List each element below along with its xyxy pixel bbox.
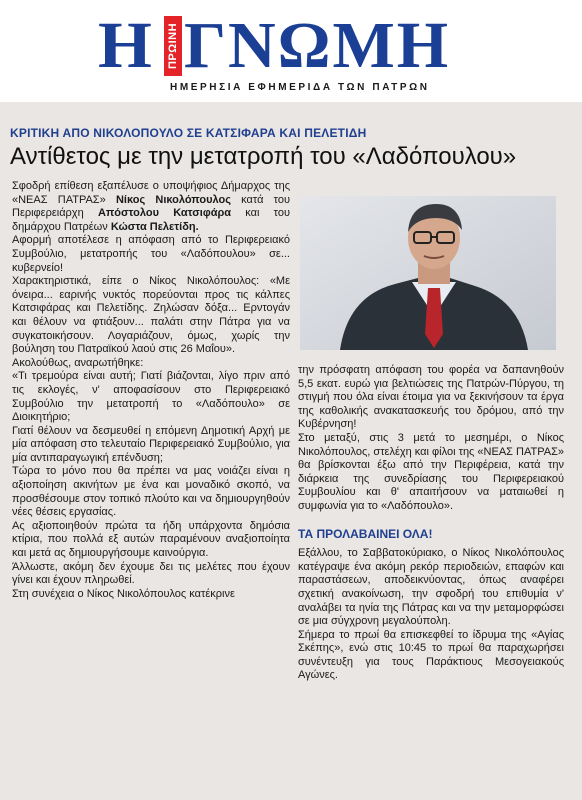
- paragraph: Στο μεταξύ, στις 3 μετά το μεσημέρι, ο Νίκος Νικολόπουλος, στελέχη και φίλοι της «ΝΕΑΣ ΠΑΤΡΑΣ» θα βρίσκονται έξω από την Περιφέρεια, κατά την διάρκεια της συνεδρίασης του Περιφερειακού Συμβουλίου και θ' απαιτήσουν να ματαιωθεί η συμφωνία για το «Λαδόπουλο».: [298, 431, 564, 512]
- logo-red-band: [164, 16, 182, 76]
- paragraph: «Τι τρεμούρα είναι αυτή; Γιατί βιάζονται, λίγο πριν από τις εκλογές, ν' αποφασίσουν στο Περιφερειακό Συμβούλιο την μετατροπή το «Λαδόπουλο» σε Διοικητήριο;: [12, 370, 290, 424]
- article-right-column: [298, 364, 564, 683]
- article-kicker: ΚΡΙΤΙΚΗ ΑΠΟ ΝΙΚΟΛΟΠΟΥΛΟ ΣΕ ΚΑΤΣΙΦΑΡΑ ΚΑΙ ΠΕΛΕΤΙΔΗ: [10, 126, 367, 140]
- politician-photo: [300, 196, 556, 350]
- bold-name: Απόστολου Κατσιφάρα: [97, 207, 232, 220]
- paragraph: Στη συνέχεια ο Νίκος Νικολόπουλος κατέκρινε: [12, 587, 235, 600]
- article-clipping: [0, 102, 582, 800]
- logo-wordmark: ΓΝΩΜΗ: [184, 9, 451, 82]
- paragraph: Ακολούθως, αναρωτήθηκε:: [12, 356, 144, 369]
- text-run: Σφοδρή επίθεση εξαπέλυσε ο υποψήφιος Δήμαρχος της «ΝΕΑΣ ΠΑΤΡΑΣ»: [12, 180, 290, 206]
- logo-letter: Η: [98, 9, 152, 82]
- paragraph: Άλλωστε, ακόμη δεν έχουμε δει τις μελέτες που έχουν γίνει και έχουν πληρωθεί.: [12, 560, 290, 587]
- paragraph: [12, 180, 290, 234]
- bold-name: Νίκος Νικολόπουλος: [115, 193, 231, 206]
- paragraph: Γιατί θέλουν να δεσμευθεί η επόμενη Δημοτική Αρχή με μία απόφαση στο τελευταίο Περιφερειακό Συμβούλιο, για μία αντιπαραγωγική επένδυση;: [12, 424, 290, 464]
- text-run: κατά του Περιφερειάρχη: [12, 193, 290, 220]
- paragraph: Τώρα το μόνο που θα πρέπει να μας νοιάζει είναι η αξιοποίηση ακινήτων με ένα και μοναδικό σκοπό, να προσθέσουμε στον τοπικό πλούτο και να δημιουργηθούν νέες θέσεις εργασίας.: [12, 465, 290, 519]
- paragraph: Ας αξιοποιηθούν πρώτα τα ήδη υπάρχοντα δημόσια κτίρια, που πολλά εξ αυτών παραμένουν αναξιοποίητα και μετά ας δημιουργήσουμε καινούργια.: [12, 519, 290, 560]
- article-headline: Αντίθετος με την μετατροπή του «Λαδόπουλου»: [10, 143, 517, 170]
- newspaper-masthead: [0, 0, 582, 100]
- paragraph: Σήμερα το πρωί θα επισκεφθεί το ίδρυμα της «Αγίας Σκέπης», ενώ στις 10:45 το πρωί θα παραχωρήσει συνέντευξη για τους Παράκτιους Μεσογειακούς Αγώνες.: [298, 628, 564, 682]
- bold-name: Κώστα Πελετίδη.: [110, 220, 199, 233]
- newspaper-logo: [98, 9, 480, 82]
- paragraph: Χαρακτηριστικά, είπε ο Νίκος Νικολόπουλος: «Με όνειρα... εαρινής νυκτός πορεύονται προς τις κάλπες Κατσιφάρας και Πελετίδης. Ζηλώσαν δόξα... Ερντογάν και θέλουν να φτιάξουν... παλάτι στην Πάτρα για να συγκατοικήσουν. Λογαριάζουν, όμως, χωρίς την βούληση του Πατραϊκού λαού στις 26 Μαΐου».: [12, 275, 290, 356]
- paragraph: Εξάλλου, το Σαββατοκύριακο, ο Νίκος Νικολόπουλος κατέγραψε ένα ακόμη ρεκόρ περιοδειών, επαφών και παραστάσεων, αποδεικνύοντας, όπως αναφέρει σχετική ανακοίνωση, την σφοδρή του επιθυμία ν' αναλάβει τα ηνία της Πάτρας και να την μεταμορφώσει σε μια σύγχρονη μεγαλούπολη.: [298, 547, 564, 628]
- logo-vertical-text: ΠΡΩΙΝΗ: [167, 22, 179, 70]
- paragraph: Αφορμή αποτέλεσε η απόφαση από το Περιφερειακό Συμβούλιο, μετατροπής του «Λαδόπουλου» σε... κυβερνείο!: [12, 234, 290, 274]
- portrait-illustration: [300, 196, 556, 350]
- section-subheading: ΤΑ ΠΡΟΛΑΒΑΙΝΕΙ ΟΛΑ!: [298, 526, 433, 541]
- paragraph: την πρόσφατη απόφαση του φορέα να δαπανηθούν 5,5 εκατ. ευρώ για βελτιώσεις της Πατρών-Πύργου, τη στιγμή που όλα είναι έτοιμα για να ξεκινήσουν τα έργα της καθολικής ανακατασκευής του δρόμου, από την Κυβέρνηση!: [298, 364, 564, 431]
- article-left-column: [12, 180, 290, 601]
- newspaper-subtitle: ΗΜΕΡΗΣΙΑ ΕΦΗΜΕΡΙΔΑ ΤΩΝ ΠΑΤΡΩΝ: [170, 82, 430, 93]
- text-run: και του δημάρχου Πατρέων: [12, 207, 290, 233]
